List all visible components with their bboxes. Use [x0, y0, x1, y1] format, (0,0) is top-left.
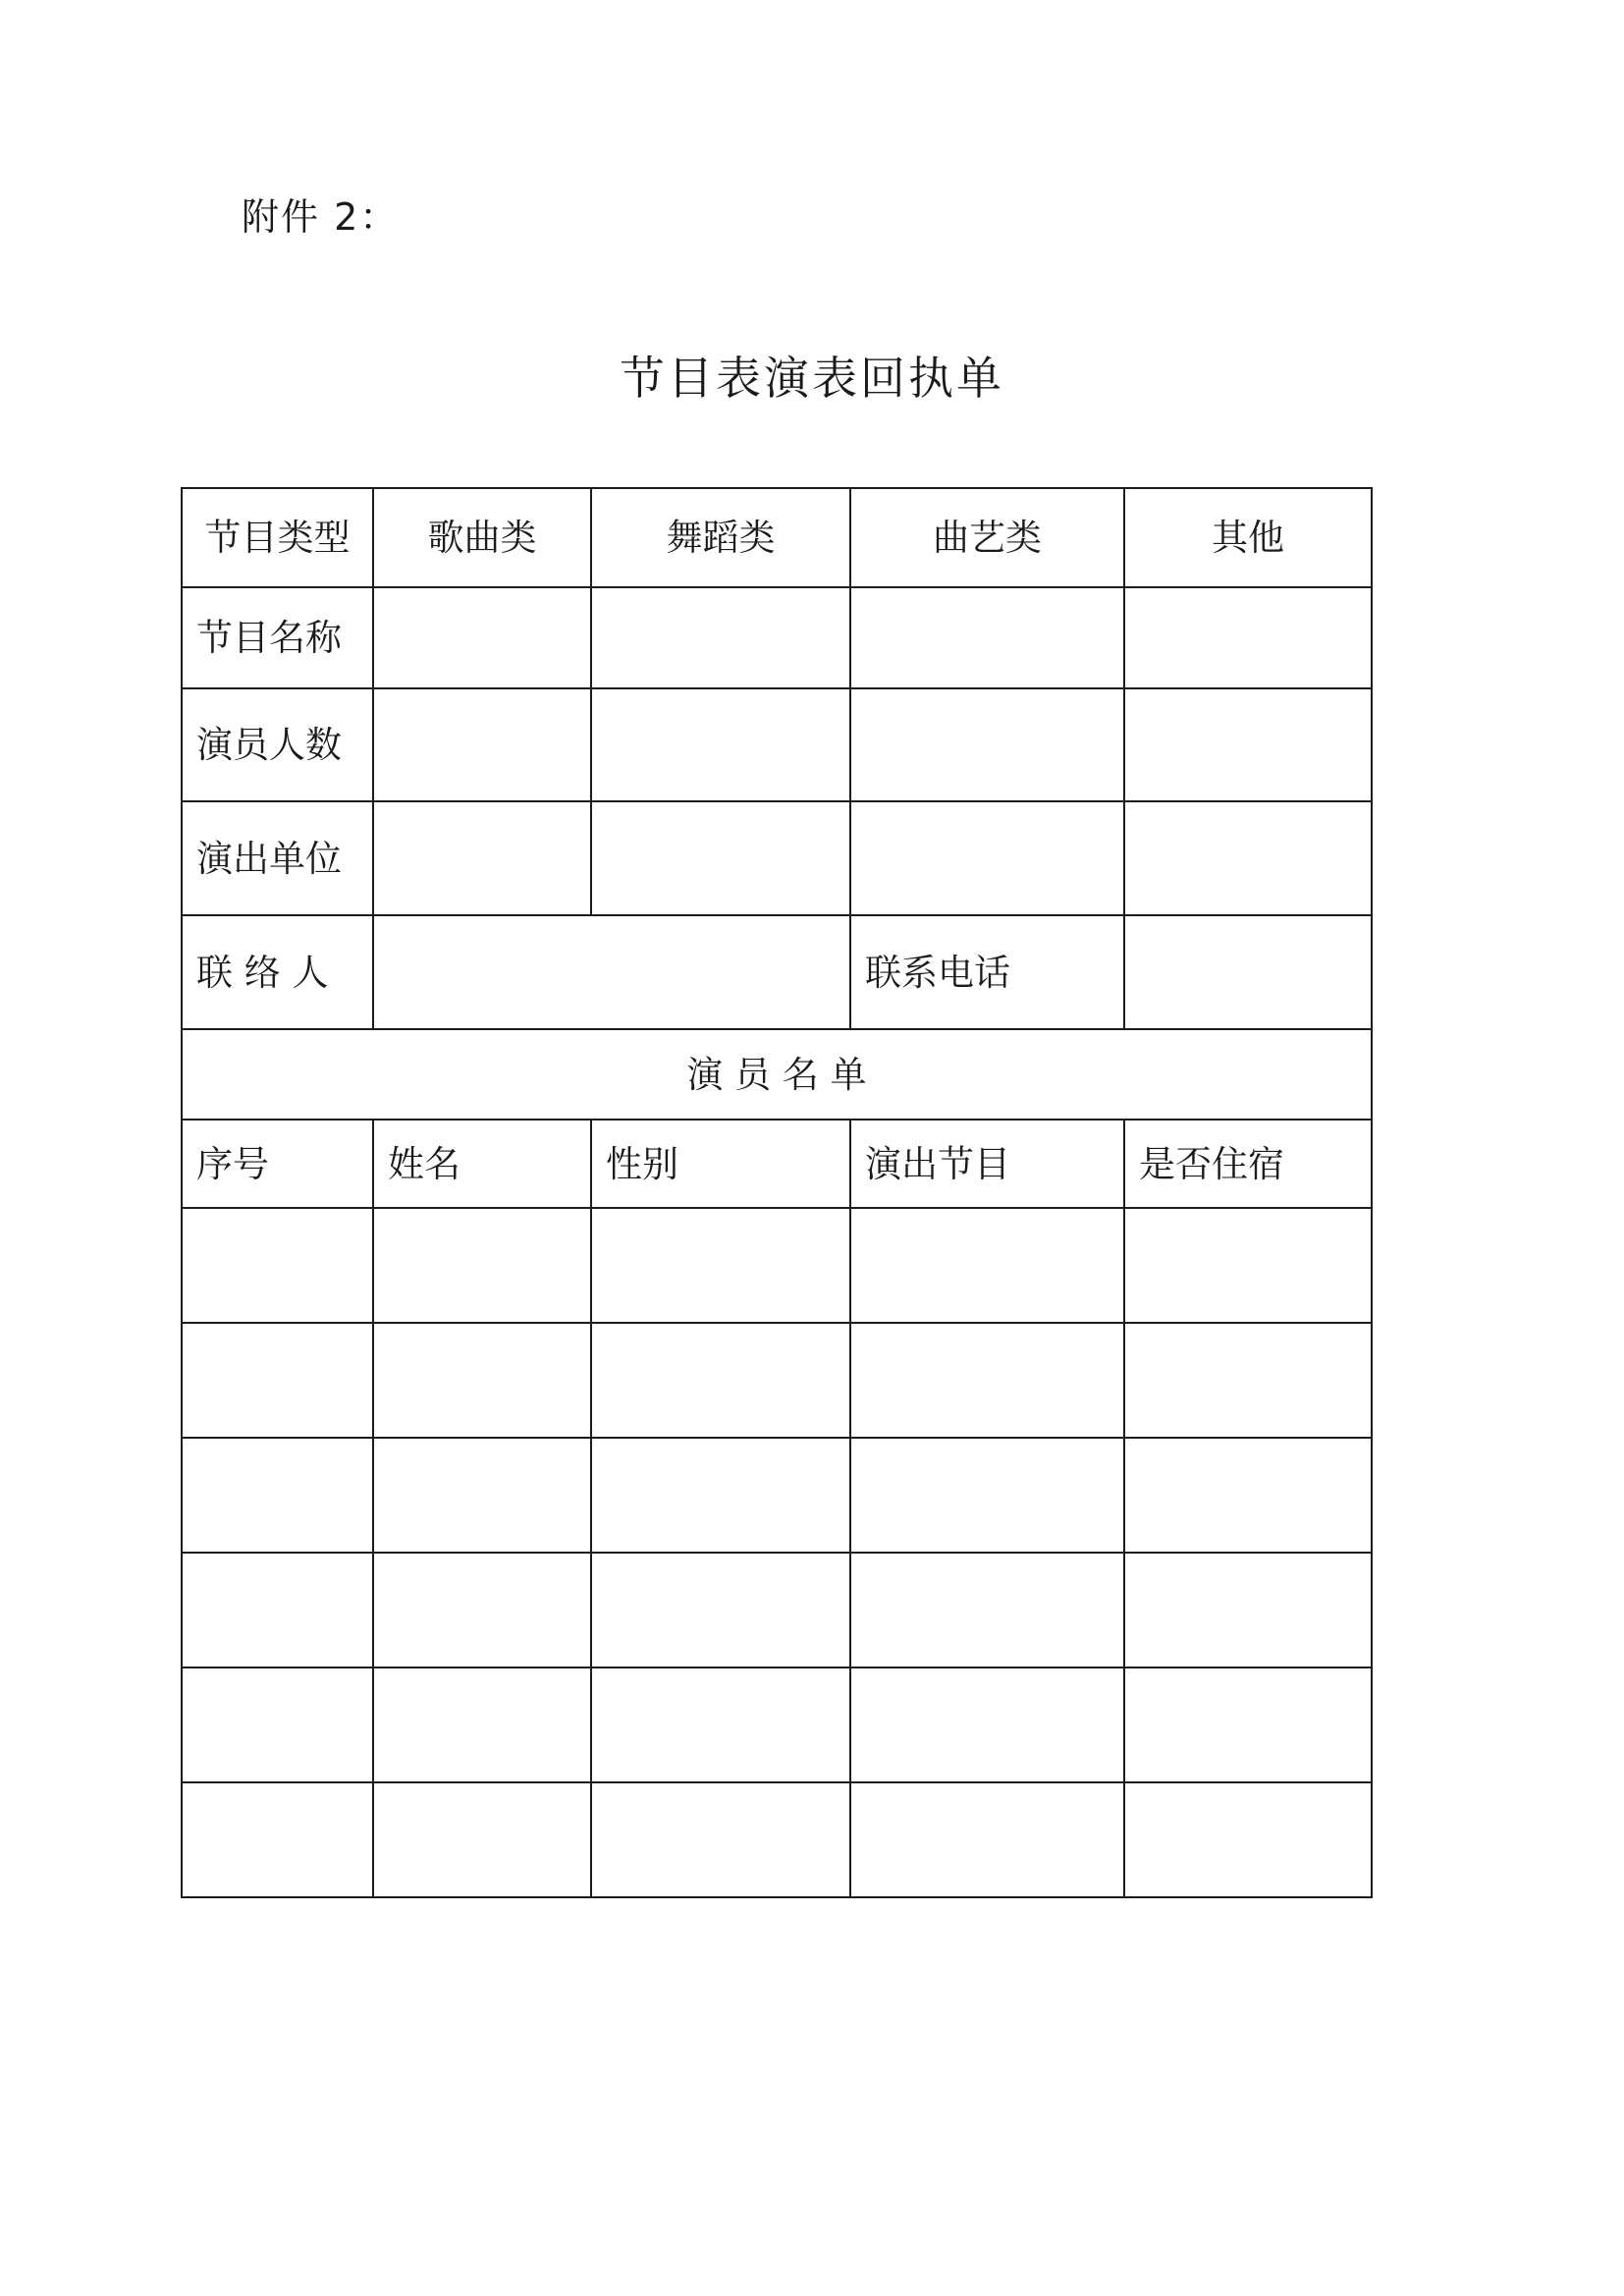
performing-unit-dance-cell[interactable]	[591, 801, 850, 915]
contact-person-cell[interactable]	[373, 915, 850, 1029]
type-other: 其他	[1124, 488, 1372, 587]
document-title: 节目表演表回执单	[620, 352, 1004, 405]
performing-unit-label: 演出单位	[182, 801, 373, 915]
roster-cell[interactable]	[850, 1323, 1124, 1438]
roster-cell[interactable]	[182, 1323, 373, 1438]
roster-cell[interactable]	[591, 1208, 850, 1323]
program-type-label: 节目类型	[182, 488, 373, 587]
contact-row	[182, 915, 1372, 1029]
performer-count-song-cell[interactable]	[373, 688, 591, 801]
roster-cell[interactable]	[850, 1208, 1124, 1323]
roster-cell[interactable]	[591, 1553, 850, 1667]
roster-cell[interactable]	[182, 1553, 373, 1667]
roster-cell[interactable]	[591, 1438, 850, 1553]
roster-cell[interactable]	[1124, 1208, 1372, 1323]
performing-unit-other-cell[interactable]	[1124, 801, 1372, 915]
roster-cell[interactable]	[182, 1438, 373, 1553]
roster-cell[interactable]	[373, 1782, 591, 1897]
roster-cell[interactable]	[591, 1323, 850, 1438]
roster-cell[interactable]	[182, 1667, 373, 1782]
roster-cell[interactable]	[1124, 1667, 1372, 1782]
roster-cell[interactable]	[850, 1553, 1124, 1667]
contact-person-label: 联 络 人	[182, 915, 373, 1029]
roster-cell[interactable]	[1124, 1553, 1372, 1667]
roster-cell[interactable]	[373, 1438, 591, 1553]
program-type-row	[182, 488, 1372, 587]
roster-cell[interactable]	[850, 1667, 1124, 1782]
roster-title: 演 员 名 单	[182, 1029, 1372, 1120]
roster-cell[interactable]	[182, 1208, 373, 1323]
program-name-label: 节目名称	[182, 587, 373, 688]
roster-cell[interactable]	[1124, 1323, 1372, 1438]
col-gender: 性别	[591, 1120, 850, 1208]
roster-row	[182, 1782, 1372, 1897]
col-accommodation: 是否住宿	[1124, 1120, 1372, 1208]
roster-cell[interactable]	[591, 1782, 850, 1897]
col-performing-program: 演出节目	[850, 1120, 1124, 1208]
roster-row	[182, 1553, 1372, 1667]
performer-count-label: 演员人数	[182, 688, 373, 801]
col-serial-number: 序号	[182, 1120, 373, 1208]
col-name: 姓名	[373, 1120, 591, 1208]
roster-cell[interactable]	[1124, 1438, 1372, 1553]
contact-phone-cell[interactable]	[1124, 915, 1372, 1029]
performing-unit-quyi-cell[interactable]	[850, 801, 1124, 915]
performer-count-row	[182, 688, 1372, 801]
roster-row	[182, 1438, 1372, 1553]
type-quyi: 曲艺类	[850, 488, 1124, 587]
performer-count-quyi-cell[interactable]	[850, 688, 1124, 801]
roster-cell[interactable]	[373, 1323, 591, 1438]
roster-row	[182, 1208, 1372, 1323]
type-dance: 舞蹈类	[591, 488, 850, 587]
roster-cell[interactable]	[1124, 1782, 1372, 1897]
type-song: 歌曲类	[373, 488, 591, 587]
roster-cell[interactable]	[373, 1553, 591, 1667]
program-name-other-cell[interactable]	[1124, 587, 1372, 688]
performing-unit-song-cell[interactable]	[373, 801, 591, 915]
performer-count-other-cell[interactable]	[1124, 688, 1372, 801]
attachment-label: 附件 2：	[242, 195, 400, 239]
roster-cell[interactable]	[591, 1667, 850, 1782]
program-receipt-form	[181, 487, 1373, 1898]
roster-header-row	[182, 1120, 1372, 1208]
program-name-dance-cell[interactable]	[591, 587, 850, 688]
roster-cell[interactable]	[182, 1782, 373, 1897]
program-name-row	[182, 587, 1372, 688]
performing-unit-row	[182, 801, 1372, 915]
program-name-quyi-cell[interactable]	[850, 587, 1124, 688]
performer-count-dance-cell[interactable]	[591, 688, 850, 801]
roster-title-row	[182, 1029, 1372, 1120]
roster-row	[182, 1667, 1372, 1782]
roster-row	[182, 1323, 1372, 1438]
roster-cell[interactable]	[373, 1667, 591, 1782]
contact-phone-label: 联系电话	[850, 915, 1124, 1029]
roster-cell[interactable]	[373, 1208, 591, 1323]
roster-cell[interactable]	[850, 1782, 1124, 1897]
program-name-song-cell[interactable]	[373, 587, 591, 688]
roster-cell[interactable]	[850, 1438, 1124, 1553]
